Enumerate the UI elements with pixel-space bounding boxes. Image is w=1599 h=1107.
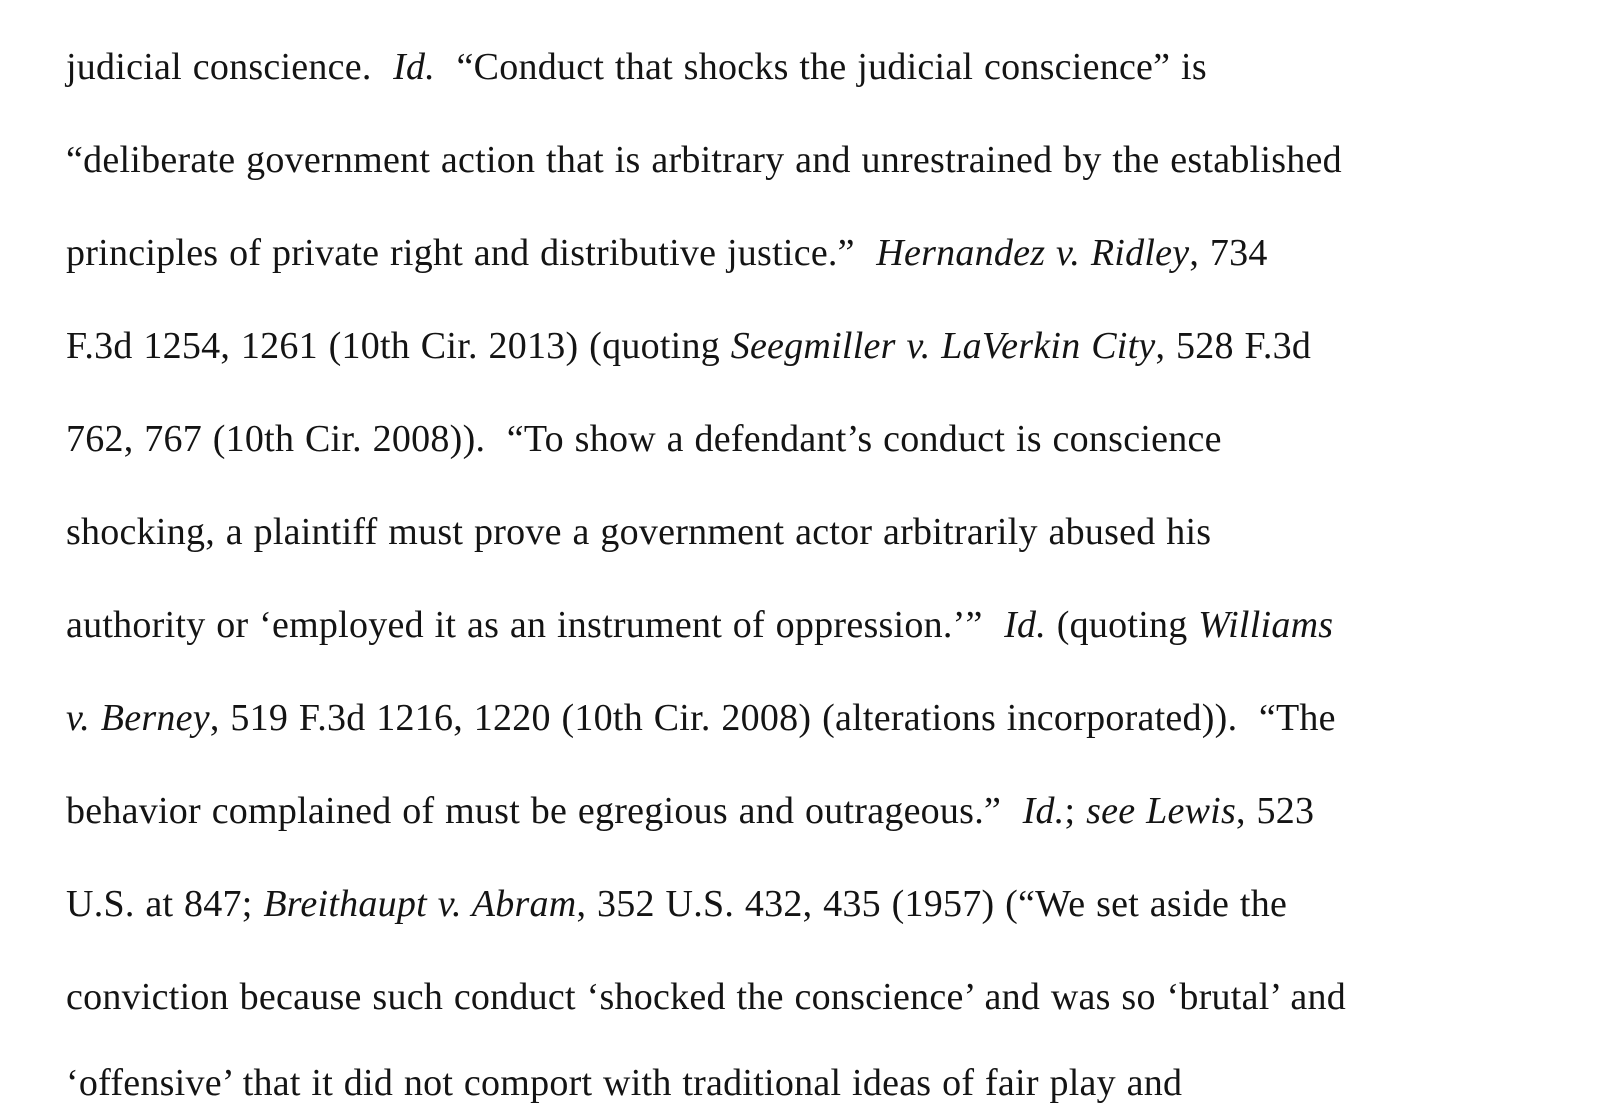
text-run: , 519 F.3d 1216, 1220 (10th Cir. 2008) (alterations incorporated)). “The	[209, 697, 1336, 739]
text-line	[66, 881, 1287, 927]
text-line	[66, 416, 1222, 462]
text-run: behavior complained of must be egregious and outrageous.”	[66, 790, 1023, 832]
text-run: , 352 U.S. 432, 435 (1957) (“We set aside the	[576, 883, 1288, 925]
text-line	[66, 230, 1268, 276]
italic-text-run: Williams	[1198, 604, 1334, 646]
text-line	[66, 602, 1333, 648]
text-line	[66, 323, 1311, 369]
text-run: authority or ‘employed it as an instrument of oppression.’”	[66, 604, 1005, 646]
text-line	[66, 44, 1207, 90]
text-line	[66, 137, 1342, 183]
text-run: , 528 F.3d	[1155, 325, 1312, 367]
italic-text-run: v. Berney	[66, 697, 210, 739]
text-line-partial	[66, 1060, 1182, 1106]
text-run: , 523	[1236, 790, 1315, 832]
text-line	[66, 695, 1336, 741]
text-run: , 734	[1189, 232, 1268, 274]
text-run: 762, 767 (10th Cir. 2008)). “To show a defendant’s conduct is conscience	[66, 418, 1222, 460]
italic-text-run: see Lewis	[1086, 790, 1237, 832]
text-line	[66, 788, 1314, 834]
text-run: (quoting	[1046, 604, 1199, 646]
italic-text-run: Breithaupt v. Abram	[263, 883, 577, 925]
text-line	[66, 974, 1346, 1020]
text-run: “deliberate government action that is arbitrary and unrestrained by the established	[66, 139, 1342, 181]
text-run: “Conduct that shocks the judicial conscience” is	[435, 46, 1207, 88]
text-run: shocking, a plaintiff must prove a government actor arbitrarily abused his	[66, 511, 1212, 553]
text-run: principles of private right and distributive justice.”	[66, 232, 877, 274]
italic-text-run: Id.	[393, 46, 436, 88]
text-run: F.3d 1254, 1261 (10th Cir. 2013) (quoting	[66, 325, 731, 367]
text-run: ;	[1064, 790, 1087, 832]
text-run: ‘offensive’ that it did not comport with traditional ideas of fair play and	[66, 1062, 1183, 1104]
text-run: judicial conscience.	[66, 46, 394, 88]
italic-text-run: Id.	[1004, 604, 1047, 646]
italic-text-run: Seegmiller v. LaVerkin City	[730, 325, 1156, 367]
text-run: conviction because such conduct ‘shocked the conscience’ and was so ‘brutal’ and	[66, 976, 1346, 1018]
italic-text-run: Hernandez v. Ridley	[876, 232, 1190, 274]
text-line	[66, 509, 1211, 555]
italic-text-run: Id.	[1022, 790, 1065, 832]
text-run: U.S. at 847;	[66, 883, 264, 925]
